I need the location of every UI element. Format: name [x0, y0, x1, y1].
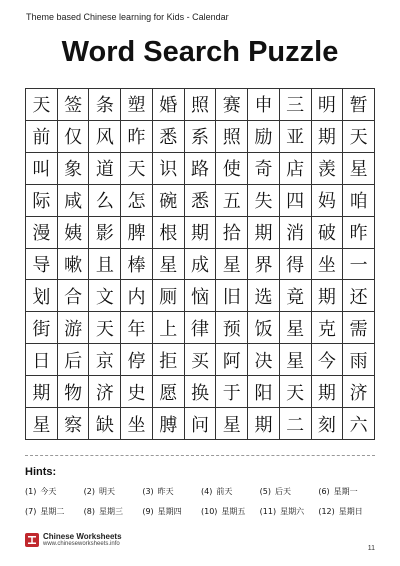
hint-number: (11) [259, 507, 277, 516]
grid-cell: 上 [153, 312, 185, 344]
hint-number: (1) [25, 487, 37, 496]
grid-cell: 旧 [216, 280, 248, 312]
hint-word: 星期六 [280, 507, 305, 516]
grid-cell: 照 [185, 89, 217, 121]
grid-cell: 赛 [216, 89, 248, 121]
logo-url: www.chineseworksheets.info [43, 541, 120, 547]
grid-cell: 期 [312, 280, 344, 312]
grid-cell: 妈 [312, 185, 344, 217]
grid-cell: 风 [89, 121, 121, 153]
hint-number: (9) [142, 507, 154, 516]
hint-item [260, 486, 319, 497]
grid-cell: 路 [185, 153, 217, 185]
hint-item [142, 486, 201, 497]
hint-item [318, 486, 377, 497]
grid-cell: 决 [248, 344, 280, 376]
grid-cell: 昨 [343, 217, 375, 249]
hint-number: (3) [142, 487, 154, 496]
grid-cell: 日 [26, 344, 58, 376]
grid-cell: 姨 [58, 217, 90, 249]
grid-cell: 恼 [185, 280, 217, 312]
hint-word: 星期四 [157, 507, 182, 516]
page-title: Word Search Puzzle [61, 36, 339, 68]
hint-number: (5) [259, 487, 271, 496]
grid-cell: 愿 [153, 376, 185, 408]
hints-list [25, 486, 377, 517]
grid-cell: 星 [216, 249, 248, 281]
hint-number: (4) [201, 487, 213, 496]
grid-cell: 竟 [280, 280, 312, 312]
grid-cell: 二 [280, 408, 312, 440]
grid-cell: 还 [343, 280, 375, 312]
grid-cell: 根 [153, 217, 185, 249]
grid-cell: 叫 [26, 153, 58, 185]
grid-cell: 期 [185, 217, 217, 249]
hint-word: 星期五 [221, 507, 246, 516]
grid-cell: 励 [248, 121, 280, 153]
grid-cell: 物 [58, 376, 90, 408]
grid-cell: 后 [58, 344, 90, 376]
grid-cell: 期 [312, 121, 344, 153]
grid-cell: 街 [26, 312, 58, 344]
grid-cell: 签 [58, 89, 90, 121]
grid-cell: 且 [89, 249, 121, 281]
grid-cell: 碗 [153, 185, 185, 217]
grid-cell: 仅 [58, 121, 90, 153]
grid-cell: 刻 [312, 408, 344, 440]
grid-cell: 天 [89, 312, 121, 344]
hint-item [84, 486, 143, 497]
grid-cell: 期 [248, 408, 280, 440]
grid-cell: 阿 [216, 344, 248, 376]
grid-cell: 照 [216, 121, 248, 153]
hint-number: (2) [83, 487, 95, 496]
grid-cell: 选 [248, 280, 280, 312]
hint-item [142, 506, 201, 517]
grid-cell: 得 [280, 249, 312, 281]
hint-item [260, 506, 319, 517]
grid-cell: 咱 [343, 185, 375, 217]
grid-cell: 悉 [153, 121, 185, 153]
grid-cell: 星 [153, 249, 185, 281]
divider [25, 455, 375, 456]
grid-cell: 京 [89, 344, 121, 376]
hint-number: (8) [83, 507, 95, 516]
grid-cell: 合 [58, 280, 90, 312]
grid-cell: 饭 [248, 312, 280, 344]
grid-cell: 星 [216, 408, 248, 440]
page-number: 11 [367, 545, 375, 552]
grid-cell: 察 [58, 408, 90, 440]
logo-name: Chinese Worksheets [43, 532, 122, 541]
grid-cell: 使 [216, 153, 248, 185]
hint-word: 今天 [40, 487, 57, 496]
grid-cell: 失 [248, 185, 280, 217]
hint-item [318, 506, 377, 517]
grid-cell: 拒 [153, 344, 185, 376]
grid-cell: 际 [26, 185, 58, 217]
grid-cell: 脾 [121, 217, 153, 249]
hint-item [201, 486, 260, 497]
grid-cell: 拾 [216, 217, 248, 249]
grid-cell: 星 [26, 408, 58, 440]
grid-cell: 塑 [121, 89, 153, 121]
grid-cell: 坐 [312, 249, 344, 281]
grid-cell: 律 [185, 312, 217, 344]
hint-word: 星期二 [40, 507, 65, 516]
grid-cell: 嗽 [58, 249, 90, 281]
grid-cell: 今 [312, 344, 344, 376]
grid-cell: 天 [121, 153, 153, 185]
grid-cell: 停 [121, 344, 153, 376]
grid-cell: 申 [248, 89, 280, 121]
grid-cell: 天 [343, 121, 375, 153]
hint-item [25, 506, 84, 517]
grid-cell: 天 [26, 89, 58, 121]
grid-cell: 游 [58, 312, 90, 344]
grid-cell: 膊 [153, 408, 185, 440]
grid-cell: 咸 [58, 185, 90, 217]
hint-item [25, 486, 84, 497]
grid-cell: 雨 [343, 344, 375, 376]
hint-item [84, 506, 143, 517]
grid-cell: 星 [280, 344, 312, 376]
word-search-grid [25, 88, 375, 440]
hint-word: 星期三 [99, 507, 123, 516]
grid-cell: 界 [248, 249, 280, 281]
grid-cell: 暂 [343, 89, 375, 121]
grid-cell: 明 [312, 89, 344, 121]
hint-word: 昨天 [157, 487, 174, 496]
grid-cell: 么 [89, 185, 121, 217]
grid-cell: 阳 [248, 376, 280, 408]
grid-cell: 奇 [248, 153, 280, 185]
grid-cell: 漫 [26, 217, 58, 249]
grid-cell: 识 [153, 153, 185, 185]
hint-item [201, 506, 260, 517]
grid-cell: 棒 [121, 249, 153, 281]
grid-cell: 文 [89, 280, 121, 312]
grid-cell: 婚 [153, 89, 185, 121]
grid-cell: 成 [185, 249, 217, 281]
grid-cell: 一 [343, 249, 375, 281]
grid-cell: 悉 [185, 185, 217, 217]
grid-cell: 前 [26, 121, 58, 153]
hint-word: 前天 [216, 487, 233, 496]
hint-number: (6) [318, 487, 330, 496]
header-text: Theme based Chinese learning for Kids - Calendar [26, 12, 229, 22]
hanzi-logo-icon [25, 533, 39, 547]
grid-cell: 五 [216, 185, 248, 217]
grid-cell: 导 [26, 249, 58, 281]
grid-cell: 三 [280, 89, 312, 121]
hint-number: (10) [201, 507, 218, 516]
hint-word: 星期一 [333, 487, 358, 496]
grid-cell: 期 [248, 217, 280, 249]
grid-cell: 破 [312, 217, 344, 249]
grid-cell: 买 [185, 344, 217, 376]
grid-cell: 象 [58, 153, 90, 185]
grid-cell: 内 [121, 280, 153, 312]
grid-cell: 星 [280, 312, 312, 344]
grid-cell: 店 [280, 153, 312, 185]
grid-cell: 需 [343, 312, 375, 344]
grid-cell: 羡 [312, 153, 344, 185]
grid-cell: 期 [26, 376, 58, 408]
grid-cell: 六 [343, 408, 375, 440]
footer-logo [25, 532, 122, 547]
hint-number: (12) [318, 507, 335, 516]
grid-cell: 济 [89, 376, 121, 408]
grid-cell: 亚 [280, 121, 312, 153]
grid-cell: 道 [89, 153, 121, 185]
grid-cell: 昨 [121, 121, 153, 153]
grid-cell: 系 [185, 121, 217, 153]
hint-number: (7) [25, 507, 37, 516]
grid-cell: 影 [89, 217, 121, 249]
grid-cell: 怎 [121, 185, 153, 217]
hint-word: 后天 [275, 487, 291, 496]
grid-cell: 厕 [153, 280, 185, 312]
grid-cell: 期 [312, 376, 344, 408]
grid-cell: 史 [121, 376, 153, 408]
grid-cell: 划 [26, 280, 58, 312]
grid-cell: 条 [89, 89, 121, 121]
hint-word: 星期日 [338, 507, 363, 516]
grid-cell: 克 [312, 312, 344, 344]
grid-cell: 星 [343, 153, 375, 185]
grid-cell: 坐 [121, 408, 153, 440]
grid-cell: 问 [185, 408, 217, 440]
grid-cell: 年 [121, 312, 153, 344]
grid-cell: 于 [216, 376, 248, 408]
hints-title: Hints: [25, 466, 57, 478]
grid-cell: 缺 [89, 408, 121, 440]
hint-word: 明天 [99, 487, 115, 496]
grid-cell: 四 [280, 185, 312, 217]
grid-cell: 济 [343, 376, 375, 408]
grid-cell: 消 [280, 217, 312, 249]
grid-cell: 天 [280, 376, 312, 408]
grid-cell: 换 [185, 376, 217, 408]
grid-cell: 预 [216, 312, 248, 344]
